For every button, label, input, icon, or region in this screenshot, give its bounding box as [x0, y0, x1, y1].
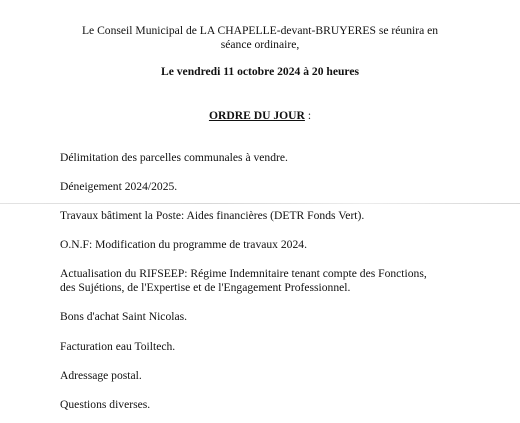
agenda-item: Questions diverses.	[60, 398, 151, 411]
agenda-item: Travaux bâtiment la Poste: Aides financières (DETR Fonds Vert).	[60, 209, 365, 222]
agenda-item-continuation: des Sujétions, de l'Expertise et de l'Engagement Professionnel.	[60, 281, 351, 294]
agenda-item: Bons d'achat Saint Nicolas.	[60, 310, 188, 323]
agenda-item: Adressage postal.	[60, 369, 142, 382]
intro-line-1: Le Conseil Municipal de LA CHAPELLE-devant-BRUYERES se réunira en	[81, 24, 439, 37]
agenda-item: Délimitation des parcelles communales à vendre.	[60, 151, 288, 164]
agenda-title: ORDRE DU JOUR	[208, 109, 305, 122]
agenda-title-suffix: :	[304, 109, 312, 122]
agenda-item: Déneigement 2024/2025.	[60, 180, 178, 193]
agenda-heading	[0, 109, 520, 123]
agenda-item: Facturation eau Toiltech.	[60, 340, 176, 353]
agenda-item: O.N.F: Modification du programme de travaux 2024.	[60, 238, 307, 251]
intro-line-2: séance ordinaire,	[220, 38, 300, 51]
scan-artifact-line	[0, 203, 520, 204]
meeting-date: Le vendredi 11 octobre 2024 à 20 heures	[160, 65, 360, 78]
agenda-item: Actualisation du RIFSEEP: Régime Indemnitaire tenant compte des Fonctions,	[60, 267, 427, 280]
